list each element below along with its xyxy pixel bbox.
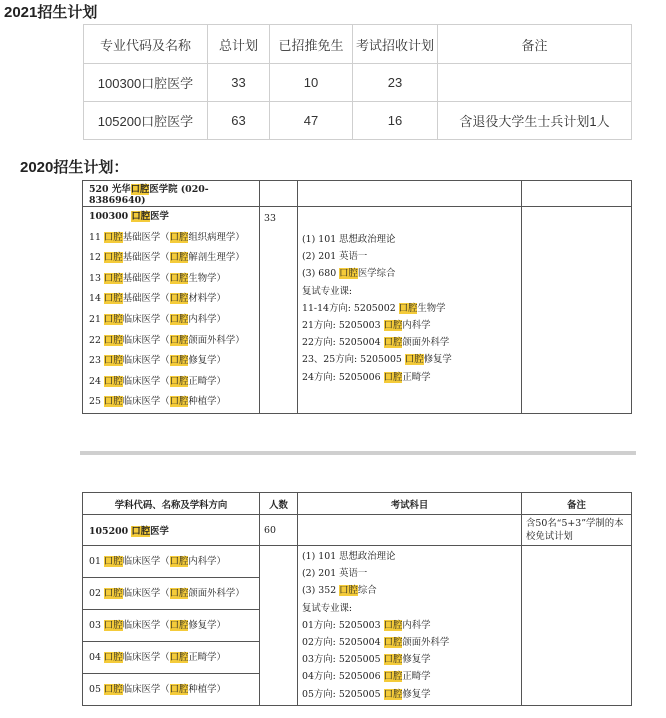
highlight-text: 口腔 bbox=[103, 684, 123, 695]
highlight-text: 口腔 bbox=[103, 375, 123, 387]
table-cell: 63 bbox=[208, 102, 270, 140]
highlight-text: 口腔 bbox=[383, 636, 403, 648]
text-segment: (3) 352 bbox=[302, 585, 340, 597]
title-2021: 2021招生计划 bbox=[4, 4, 98, 21]
text-segment: 01方向: 5205003 bbox=[302, 619, 384, 631]
header-cell: 已招推免生 bbox=[270, 25, 353, 64]
highlight-text: 口腔 bbox=[103, 334, 123, 346]
table-2021 bbox=[83, 24, 632, 140]
text-segment: 03 bbox=[89, 620, 104, 631]
table-row bbox=[83, 181, 632, 207]
table-row bbox=[84, 64, 632, 102]
highlight-text: 口腔 bbox=[103, 556, 123, 567]
text-segment: 颌面外科学） bbox=[188, 588, 245, 599]
exam-item bbox=[298, 283, 521, 300]
count-cell: 60 bbox=[260, 515, 298, 546]
header-cell: 考试招收计划 bbox=[353, 25, 438, 64]
table-cell: 23 bbox=[353, 64, 438, 102]
highlight-text: 口腔 bbox=[169, 684, 189, 695]
text-segment: 内科学 bbox=[402, 319, 431, 331]
header-cell: 考试科目 bbox=[298, 493, 522, 515]
header-cell: 备注 bbox=[522, 493, 632, 515]
header-cell: 学科代码、名称及学科方向 bbox=[83, 493, 260, 515]
exam-item bbox=[298, 686, 521, 703]
text-segment: 11 bbox=[89, 231, 104, 243]
text-segment: 正畸学） bbox=[188, 652, 226, 663]
exam-item bbox=[298, 369, 521, 386]
count-cell: 33 bbox=[260, 207, 298, 414]
text-segment: 综合 bbox=[357, 585, 377, 597]
remark-cell: 含50名“5+3”学制的本校免试计划 bbox=[522, 515, 632, 546]
table-cell: 47 bbox=[270, 102, 353, 140]
exam-item bbox=[298, 668, 521, 685]
highlight-text: 口腔 bbox=[169, 231, 189, 243]
table-cell bbox=[438, 64, 632, 102]
text-segment: 临床医学（ bbox=[122, 375, 170, 387]
highlight-text: 口腔 bbox=[398, 302, 418, 314]
direction-item bbox=[83, 578, 259, 610]
table-cell bbox=[522, 181, 632, 207]
exam-item bbox=[298, 634, 521, 651]
text-segment: 种植学） bbox=[188, 684, 226, 695]
highlight-text: 口腔 bbox=[103, 588, 123, 599]
highlight-text: 口腔 bbox=[103, 355, 123, 367]
text-segment: 04方向: 5205006 bbox=[302, 671, 384, 683]
direction-item bbox=[83, 289, 259, 310]
text-segment: 21方向: 5205003 bbox=[302, 319, 384, 331]
exam-cell bbox=[298, 207, 522, 414]
text-segment: 02方向: 5205004 bbox=[302, 636, 384, 648]
highlight-text: 口腔 bbox=[103, 293, 123, 305]
major-list-cell bbox=[83, 207, 260, 414]
text-segment: 05方向: 5205005 bbox=[302, 688, 384, 700]
text-segment: 复试专业课: bbox=[302, 602, 353, 614]
highlight-text: 口腔 bbox=[103, 231, 123, 243]
table-row bbox=[83, 515, 632, 546]
highlight-text: 口腔 bbox=[339, 268, 358, 280]
highlight-text: 口腔 bbox=[169, 396, 189, 408]
text-segment: 临床医学（ bbox=[122, 620, 170, 631]
direction-item bbox=[83, 642, 259, 674]
table-header-row bbox=[84, 25, 632, 64]
text-segment: 正畸学） bbox=[188, 375, 226, 387]
text-segment: (2) 201 英语一 bbox=[302, 251, 368, 263]
text-segment: 颌面外科学 bbox=[402, 337, 450, 349]
table-cell: 100300口腔医学 bbox=[84, 64, 208, 102]
text-segment: 内科学 bbox=[402, 619, 431, 631]
text-segment: 02 bbox=[89, 588, 104, 599]
header-cell: 备注 bbox=[438, 25, 632, 64]
text-segment: (3) 680 bbox=[302, 268, 340, 280]
text-segment: 正畸学 bbox=[402, 671, 431, 683]
text-segment: 修复学） bbox=[188, 355, 226, 367]
text-segment: 修复学） bbox=[188, 620, 226, 631]
highlight-text: 口腔 bbox=[169, 620, 189, 631]
direction-item bbox=[83, 351, 259, 372]
direction-list bbox=[83, 546, 259, 705]
text-segment: 修复学 bbox=[423, 354, 452, 366]
section-divider bbox=[80, 451, 636, 455]
highlight-text: 口腔 bbox=[404, 354, 424, 366]
exam-list bbox=[298, 548, 521, 703]
text-segment: (1) 101 思想政治理论 bbox=[302, 551, 396, 562]
highlight-text: 口腔 bbox=[103, 313, 123, 325]
direction-list bbox=[83, 228, 259, 413]
text-segment: (1) 101 思想政治理论 bbox=[302, 234, 396, 245]
exam-item bbox=[298, 582, 521, 599]
text-segment: 临床医学（ bbox=[122, 684, 170, 695]
highlight-text: 口腔 bbox=[383, 337, 403, 349]
exam-cell bbox=[298, 546, 522, 706]
table-cell: 16 bbox=[353, 102, 438, 140]
text-segment: 03方向: 5205005 bbox=[302, 654, 384, 666]
table-cell bbox=[260, 181, 298, 207]
text-segment: 22方向: 5205004 bbox=[302, 337, 384, 349]
exam-item bbox=[298, 265, 521, 282]
highlight-text: 口腔 bbox=[339, 585, 358, 597]
text-segment: 13 bbox=[89, 272, 104, 284]
text-segment: 内科学） bbox=[188, 556, 226, 567]
highlight-text: 口腔 bbox=[383, 319, 403, 331]
direction-item bbox=[83, 331, 259, 352]
text-segment: 基础医学（ bbox=[122, 293, 170, 305]
text-segment: 22 bbox=[89, 334, 104, 346]
school-name-cell: 520 光华口腔医学院 (020-83869640) bbox=[83, 181, 260, 207]
table-cell bbox=[298, 515, 522, 546]
direction-list-cell bbox=[83, 546, 260, 706]
text-segment: 解剖生理学） bbox=[188, 252, 245, 264]
text-segment: 25 bbox=[89, 396, 104, 408]
text-segment: 复试专业课: bbox=[302, 285, 353, 297]
table-cell: 33 bbox=[208, 64, 270, 102]
exam-item bbox=[298, 317, 521, 334]
direction-item bbox=[83, 228, 259, 249]
table-header-row bbox=[83, 493, 632, 515]
text-segment: 医学综合 bbox=[357, 268, 396, 280]
exam-item bbox=[298, 600, 521, 617]
highlight-text: 口腔 bbox=[169, 334, 189, 346]
text-segment: 24方向: 5205006 bbox=[302, 371, 384, 383]
text-segment: 12 bbox=[89, 252, 104, 264]
highlight-text: 口腔 bbox=[383, 688, 403, 700]
text-segment: 01 bbox=[89, 556, 104, 567]
highlight-text: 口腔 bbox=[383, 619, 403, 631]
exam-list bbox=[298, 231, 521, 386]
exam-item bbox=[298, 548, 521, 565]
highlight-text: 口腔 bbox=[169, 652, 189, 663]
text-segment: 23、25方向: 5205005 bbox=[302, 354, 405, 366]
direction-item bbox=[83, 392, 259, 413]
highlight-text: 口腔 bbox=[383, 371, 403, 383]
direction-item bbox=[83, 674, 259, 705]
text-segment: 23 bbox=[89, 355, 104, 367]
direction-item bbox=[83, 310, 259, 331]
table-2020-professional bbox=[82, 492, 632, 706]
direction-item bbox=[83, 546, 259, 578]
highlight-text: 口腔 bbox=[169, 293, 189, 305]
text-segment: 临床医学（ bbox=[122, 556, 170, 567]
highlight-text: 口腔 bbox=[169, 556, 189, 567]
header-cell: 总计划 bbox=[208, 25, 270, 64]
text-segment: 临床医学（ bbox=[122, 313, 170, 325]
table-row bbox=[83, 207, 632, 414]
text-segment: 11-14方向: 5205002 bbox=[302, 302, 399, 314]
title-2020: 2020招生计划： bbox=[20, 159, 129, 176]
exam-item bbox=[298, 565, 521, 582]
text-segment: 颌面外科学） bbox=[188, 334, 245, 346]
table-cell bbox=[260, 546, 298, 706]
highlight-text: 口腔 bbox=[383, 671, 403, 683]
text-segment: 临床医学（ bbox=[122, 334, 170, 346]
text-segment: 材料学） bbox=[188, 293, 226, 305]
table-cell: 10 bbox=[270, 64, 353, 102]
text-segment: 修复学 bbox=[402, 688, 431, 700]
text-segment: 基础医学（ bbox=[122, 272, 170, 284]
text-segment: 基础医学（ bbox=[122, 252, 170, 264]
direction-item bbox=[83, 248, 259, 269]
header-cell: 专业代码及名称 bbox=[84, 25, 208, 64]
direction-item bbox=[83, 610, 259, 642]
table-row bbox=[84, 102, 632, 140]
direction-item bbox=[83, 269, 259, 290]
exam-item bbox=[298, 617, 521, 634]
text-segment: 05 bbox=[89, 684, 104, 695]
highlight-text: 口腔 bbox=[169, 375, 189, 387]
highlight-text: 口腔 bbox=[103, 272, 123, 284]
highlight-text: 口腔 bbox=[169, 313, 189, 325]
text-segment: (2) 201 英语一 bbox=[302, 568, 368, 580]
highlight-text: 口腔 bbox=[103, 252, 123, 264]
text-segment: 临床医学（ bbox=[122, 396, 170, 408]
highlight-text: 口腔 bbox=[169, 252, 189, 264]
table-cell bbox=[522, 546, 632, 706]
text-segment: 24 bbox=[89, 375, 104, 387]
text-segment: 临床医学（ bbox=[122, 355, 170, 367]
highlight-text: 口腔 bbox=[383, 654, 403, 666]
text-segment: 14 bbox=[89, 293, 104, 305]
major-title: 105200 口腔医学 bbox=[83, 515, 260, 546]
exam-item bbox=[298, 351, 521, 368]
table-cell: 含退役大学生士兵计划1人 bbox=[438, 102, 632, 140]
highlight-text: 口腔 bbox=[103, 620, 123, 631]
highlight-text: 口腔 bbox=[103, 396, 123, 408]
highlight-text: 口腔 bbox=[169, 588, 189, 599]
text-segment: 临床医学（ bbox=[122, 588, 170, 599]
table-cell: 105200口腔医学 bbox=[84, 102, 208, 140]
table-cell bbox=[298, 181, 522, 207]
text-segment: 临床医学（ bbox=[122, 652, 170, 663]
exam-item bbox=[298, 651, 521, 668]
table-2020-academic bbox=[82, 180, 632, 414]
exam-item bbox=[298, 231, 521, 248]
text-segment: 内科学） bbox=[188, 313, 226, 325]
text-segment: 组织病理学） bbox=[188, 231, 245, 243]
text-segment: 生物学） bbox=[188, 272, 226, 284]
table-row bbox=[83, 546, 632, 706]
text-segment: 21 bbox=[89, 313, 104, 325]
remark-cell bbox=[522, 207, 632, 414]
header-cell: 人数 bbox=[260, 493, 298, 515]
major-title: 100300 口腔医学 bbox=[89, 211, 169, 222]
text-segment: 基础医学（ bbox=[122, 231, 170, 243]
highlight-text: 口腔 bbox=[169, 355, 189, 367]
text-segment: 颌面外科学 bbox=[402, 636, 450, 648]
exam-item bbox=[298, 334, 521, 351]
highlight-text: 口腔 bbox=[169, 272, 189, 284]
exam-item bbox=[298, 248, 521, 265]
text-segment: 修复学 bbox=[402, 654, 431, 666]
text-segment: 生物学 bbox=[417, 302, 446, 314]
text-segment: 正畸学 bbox=[402, 371, 431, 383]
text-segment: 种植学） bbox=[188, 396, 226, 408]
exam-item bbox=[298, 300, 521, 317]
text-segment: 04 bbox=[89, 652, 104, 663]
highlight-text: 口腔 bbox=[103, 652, 123, 663]
direction-item bbox=[83, 372, 259, 393]
